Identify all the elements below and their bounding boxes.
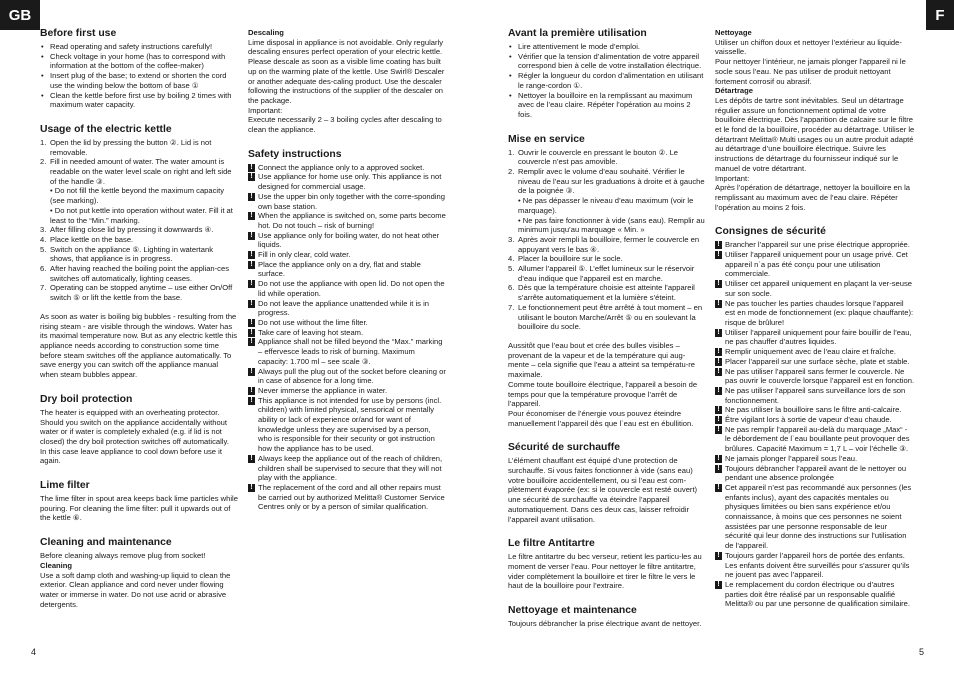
safety-item <box>715 250 915 279</box>
list-item <box>40 157 238 186</box>
safety-item <box>715 386 915 405</box>
bullet-list <box>40 42 238 110</box>
list-item <box>508 167 706 196</box>
warning-icon: ! <box>248 338 255 346</box>
section-heading: Safety instructions <box>248 148 342 160</box>
list-number: 5. <box>40 244 47 254</box>
bullet-list <box>508 42 706 120</box>
section-heading: Dry boil protection <box>40 393 133 405</box>
list-item <box>518 196 706 215</box>
subheading: Détartrage <box>715 86 753 96</box>
safety-text: Do not use without the lime filter. <box>258 317 368 327</box>
list-item <box>508 264 706 283</box>
warning-icon: ! <box>715 552 722 560</box>
safety-text: Fill in only clear, cold water. <box>258 250 351 260</box>
list-item <box>508 147 706 167</box>
safety-text: Connect the appliance only to a approved socket. <box>258 162 425 172</box>
warning-icon: ! <box>248 280 255 288</box>
safety-item <box>715 454 915 464</box>
safety-text: When the appliance is switched on, some parts become hot. Do not touch – risk of burning! <box>258 211 446 230</box>
paragraph: The heater is equipped with an overheating protector. Should you switch on the appliance accidentally without water or if water is completely exhaled (e.g. if lid is not closed) the dry boil protection switches off automatically. <box>40 407 229 446</box>
warning-icon: ! <box>248 455 255 463</box>
paragraph: Use a soft damp cloth and washing-up liquid to clean the exterior. Clean appliance and cord never under flowing water or immerse in water. Do not use acrid or abrasive detergents. <box>40 570 231 609</box>
safety-item <box>715 357 915 367</box>
list-item-text: • Do not put kettle into operation without water. Fill it at least to the “Min.” marking. <box>50 205 233 225</box>
language-tab-gb: GB <box>0 0 40 30</box>
warning-icon: ! <box>715 348 722 356</box>
section-heading: Mise en service <box>508 133 585 145</box>
safety-item <box>715 483 915 551</box>
list-item <box>508 302 706 332</box>
safety-item <box>248 250 446 260</box>
list-item <box>508 254 706 264</box>
safety-item <box>248 260 446 279</box>
safety-item <box>248 211 446 230</box>
subheading: Nettoyage <box>715 28 752 37</box>
warning-icon: ! <box>715 581 722 589</box>
list-item: • Clean the kettle before first use by boiling 2 times with maximum water capacity. <box>50 91 238 110</box>
section-heading: Le filtre Antitartre <box>508 538 595 550</box>
safety-item <box>715 347 915 357</box>
section-heading: Usage of the electric kettle <box>40 123 172 135</box>
warning-icon: ! <box>715 368 722 376</box>
safety-item <box>248 328 446 338</box>
warning-icon: ! <box>248 261 255 269</box>
warning-icon: ! <box>715 465 722 473</box>
list-item-text: Après avoir rempli la bouilloire, fermer le couvercle en appuyant vers le bas ④. <box>518 234 700 254</box>
paragraph: As soon as water is boiling big bubbles - resulting from the rising steam - are visible through the windows. Water has its maximal temperature now. But as any electric kettle this appliance needs according to construction some time before steam switches off the appliance automatically. To save energy you can switch off the appliance manual when steam bubbles appear. <box>40 311 238 380</box>
safety-text: Use appliance only for boiling water, do not heat other liquids. <box>258 230 440 250</box>
safety-text: Utiliser l’appareil uniquement pour faire bouillir de l’eau, ne pas chauffer d’autres liquides. <box>725 327 912 347</box>
safety-text: Remplir uniquement avec de l’eau claire et fraîche. <box>725 347 896 357</box>
paragraph: Aussitôt que l’eau bout et crée des bulles visibles – provenant de la vapeur et de la température qui aug-mente – cela signifie que l’eau a atteint sa températu-re maximale. <box>508 340 695 380</box>
list-item-text: Le fonctionnement peut être arrêté à tout moment – en utilisant le bouton Marche/Arrêt ⑤ ou en soulevant la bouilloire du socle. <box>518 302 703 332</box>
warning-icon: ! <box>248 368 255 376</box>
safety-text: Always pull the plug out of the socket before cleaning or in case of absence for a long time. <box>258 366 446 386</box>
list-item <box>508 283 706 303</box>
numbered-list <box>40 138 238 303</box>
safety-item <box>715 580 915 609</box>
safety-text: Ne jamais plonger l’appareil sous l’eau. <box>725 453 858 463</box>
safety-text: Never immerse the appliance in water. <box>258 385 388 395</box>
section-heading: Before first use <box>40 28 117 39</box>
safety-text: Le remplacement du cordon électrique ou d’autres parties doit être réalisé par un responsable qualifié Melitta® ou par une personne de qualification similaire. <box>725 579 910 609</box>
warning-icon: ! <box>248 193 255 201</box>
safety-item <box>715 299 915 328</box>
list-item: • Nettoyer la bouilloire en la remplissant au maximum avec de l’eau claire. Répéter l’opération au moins 2 fois. <box>518 91 706 120</box>
paragraph: Les dépôts de tartre sont inévitables. Seul un détartrage régulier assure un fonctionnement optimal de votre bouilloire électrique. Dès l’apparition de calcaire sur le filtre et le fond de la bouilloire, procéder au détartrage. Utiliser le détartrant Melitta® Multi usages ou un autre produit adapté au détartrage d’une bouilloire électrique. Suivre les instructions de détartrage du fournisseur indiqué sur le manuel de votre détartrant. <box>715 95 915 173</box>
safety-item <box>248 231 446 250</box>
safety-item <box>715 425 915 454</box>
paragraph: Comme toute bouilloire électrique, l’appareil a besoin de temps pour que la température provoque l’arrêt de l’appareil. <box>508 379 698 409</box>
list-item <box>40 283 238 303</box>
warning-icon: ! <box>715 251 722 259</box>
list-number: 5. <box>508 264 515 274</box>
paragraph: Before cleaning always remove plug from socket! <box>40 551 206 561</box>
paragraph: Utiliser un chiffon doux et nettoyer l’extérieur au liquide-vaisselle. <box>715 37 902 57</box>
list-item-text: After filling close lid by pressing it downwards ④. <box>50 225 214 235</box>
safety-item <box>248 483 446 512</box>
safety-item <box>715 367 915 386</box>
section-heading: Consignes de sécurité <box>715 226 826 238</box>
safety-text: This appliance is not intended for use by persons (incl. children) with limited physical, sensorical or mentally ability or lack of experience or/and for want of knowledge unless they are supervised by a person, who is responsible for their security or got instruction how the appliance has to be used. <box>258 395 442 454</box>
list-number: 1. <box>508 147 515 157</box>
list-item-text: • Ne pas faire fonctionner à vide (sans eau). Remplir au minimum jusqu’au marquage « Min. » <box>518 215 705 235</box>
warning-icon: ! <box>248 319 255 327</box>
warning-icon: ! <box>715 484 722 492</box>
safety-text: Take care of leaving hot steam. <box>258 327 364 337</box>
warning-icon: ! <box>248 300 255 308</box>
section-heading: Cleaning and maintenance <box>40 537 172 549</box>
safety-text: The replacement of the cord and all other repairs must be carried out by authorized Melitta® Customer Service Centres only or by a person of similar qualification. <box>258 482 445 512</box>
paragraph: Lime disposal in appliance is not avoidable. Only regularly descaling ensures perfect operation of your electric kettle. Please descale as soon as a visible lime coating has built up on the warming plate of the kettle. Use Swirl® Descaler or another adequate des-caling product. Use the descaler following the instructions of the supplier of the descaler on the package. <box>248 37 445 105</box>
paragraph: Execute necessarily 2 – 3 boiling cycles after descaling to clean the appliance. <box>248 115 442 135</box>
list-item <box>50 186 238 205</box>
warning-icon: ! <box>248 387 255 395</box>
list-number: 4. <box>508 254 515 264</box>
safety-item <box>248 163 446 173</box>
list-item-text: Placer la bouilloire sur le socle. <box>518 254 623 264</box>
warning-icon: ! <box>715 387 722 395</box>
warning-icon: ! <box>248 164 255 172</box>
safety-item <box>248 367 446 386</box>
paragraph: L’élément chauffant est équipé d’une protection de surchauffe. Si vous faites fonctionner à vide (sans eau) votre bouilloire accidentellement, ou si l’eau est com-plètement évaporée (ex: si le couvercle est resté ouvert) une sécurité de surchauffe va éteindre l’appareil automatiquement. Dans ces deux cas, laisser refroidir l’appareil avant utilisation. <box>508 456 698 524</box>
list-item <box>40 234 238 245</box>
paragraph: In this case leave appliance to cool down before use it again. <box>40 446 222 466</box>
safety-text: Ne pas utiliser l’appareil sans fermer le couvercle. Ne pas ouvrir le couvercle lorsque l’appareil est en fonction. <box>725 366 915 386</box>
safety-text: Do not leave the appliance unattended while it is in progress. <box>258 298 429 318</box>
safety-item <box>248 279 446 298</box>
paragraph: Le filtre antitartre du bec verseur, retient les particu-les au moment de verser l’eau. Pour nettoyer le filtre antitartre, vider complètement la bouilloire et tirer le filtre le vers le haut de la bouilloire pour l’extraire. <box>508 552 702 591</box>
list-number: 2. <box>508 167 515 177</box>
list-item-text: Operating can be stopped anytime – use either On/Off switch ⑤ or lift the kettle from the base. <box>50 283 233 303</box>
paragraph: Après l’opération de détartrage, nettoyer la bouilloire en la remplissant au maximum avec de l’eau claire. Répéter l’opération au moins 2 fois. <box>715 183 911 212</box>
safety-item <box>248 318 446 328</box>
safety-text: Ne pas utiliser la bouilloire sans le filtre anti-calcaire. <box>725 405 902 415</box>
safety-item <box>715 415 915 425</box>
list-item-text: Allumer l’appareil ⑤. L’effet lumineux sur le réservoir d’eau indique que l’appareil est en marche. <box>518 264 695 283</box>
list-item <box>40 264 238 283</box>
safety-item <box>248 337 446 366</box>
safety-text: Always keep the appliance out of the reach of children, children shall be supervised to secure that they will not play with the appliance. <box>258 453 443 483</box>
page-number-right: 5 <box>919 647 925 657</box>
warning-icon: ! <box>715 329 722 337</box>
warning-icon: ! <box>715 426 722 434</box>
safety-text: Ne pas utiliser l’appareil sans surveillance lors de son fonctionnement. <box>725 385 906 405</box>
safety-item <box>248 172 446 191</box>
list-item-text: Switch on the appliance ⑤. Lighting in watertank shows, that appliance is in progress. <box>50 244 213 264</box>
safety-text: Brancher l’appareil sur une prise électrique appropriée. <box>725 240 910 250</box>
safety-item <box>715 551 915 580</box>
safety-text: Ne pas toucher les parties chaudes lorsque l’appareil est en mode de fonctionnement (ex: plaque chauffante): risque de brûlure! <box>725 298 914 327</box>
list-item <box>40 137 238 157</box>
section-heading: Lime filter <box>40 480 90 492</box>
safety-item <box>715 240 915 250</box>
warning-icon: ! <box>248 173 255 181</box>
list-item-text: Ouvrir le couvercle en pressant le bouton ②. Le couvercle n’est pas amovible. <box>518 147 679 167</box>
list-number: 4. <box>40 234 47 244</box>
list-item <box>50 206 238 225</box>
paragraph: Toujours débrancher la prise électrique avant de nettoyer. <box>508 619 702 629</box>
safety-item <box>715 279 915 298</box>
language-tab-f: F <box>926 0 954 30</box>
paragraph: The lime filter in spout area keeps back lime particles while pouring. For cleaning the lime filter: pull it upwards out of the kettle ⑥. <box>40 494 238 523</box>
section-heading: Sécurité de surchauffe <box>508 442 621 454</box>
list-item <box>40 225 238 235</box>
warning-icon: ! <box>715 358 722 366</box>
warning-icon: ! <box>715 416 722 424</box>
page-number-left: 4 <box>31 647 37 657</box>
safety-text: Appliance shall not be filled beyond the “Max.” marking – effervesce leads to risk of burning. Maximum capacity: 1.700 ml – see scale ③. <box>258 337 443 366</box>
safety-text: Utiliser l’appareil uniquement pour un usage privé. Cet appareil n`a pas été conçu pour une utilisation commerciale. <box>725 250 908 279</box>
warning-icon: ! <box>715 455 722 463</box>
list-number: 7. <box>40 283 47 293</box>
list-number: 3. <box>40 225 47 235</box>
warning-icon: ! <box>248 484 255 492</box>
safety-text: Utiliser cet appareil uniquement en plaçant la ver-seuse sur son socle. <box>725 279 912 298</box>
safety-text: Cet appareil n’est pas recommandé aux personnes (les enfants inclus), ayant des capacités mentales ou physiques limitées ou bien sans expérience et/ou connaissance, à moins que ces personnes ne soient assistées par une personne responsable de leur sécurité qui leur donne des instructions sur l’utilisation de l’appareil. <box>725 482 912 551</box>
list-item-text: After having reached the boiling point the applian-ces switches off automatically, lighting ceases. <box>50 264 229 283</box>
safety-text: Toujours garder l’appareil hors de portée des enfants. Les enfants doivent être surveillés pour s’assurer qu’ils ne jouent pas avec l’appareil. <box>725 550 910 580</box>
safety-item <box>248 454 446 483</box>
list-item <box>518 216 706 235</box>
safety-text: Placer l’appareil sur une surface sèche, plate et stable. <box>725 356 910 366</box>
list-item-text: • Ne pas dépasser le niveau d’eau maximum (voir le marquage). <box>518 196 694 215</box>
safety-text: Être vigilant lors à sortie de vapeur d’eau chaude. <box>725 415 892 425</box>
warning-icon: ! <box>248 251 255 259</box>
warning-icon: ! <box>715 280 722 288</box>
list-number: 7. <box>508 302 515 312</box>
safety-item <box>715 328 915 347</box>
warning-icon: ! <box>248 397 255 405</box>
list-number: 3. <box>508 234 515 244</box>
warning-icon: ! <box>248 232 255 240</box>
warning-icon: ! <box>248 329 255 337</box>
list-item-text: Fill in needed amount of water. The water amount is readable on the water level scale on right and left side of the handle ③. <box>50 157 232 186</box>
list-item-text: Dès que la température choisie est atteinte l’appareil s’arrête automatiquement et la lumière s’éteint. <box>518 283 695 303</box>
list-number: 1. <box>40 137 47 147</box>
safety-text: Use appliance for home use only. This appliance is not designed for commercial usage. <box>258 172 442 192</box>
paragraph: Important: <box>715 173 750 183</box>
list-item: • Vérifier que la tension d’alimentation de votre appareil correspond bien à celle de votre installation électrique. <box>518 52 706 71</box>
paragraph: Pour économiser de l’énergie vous pouvez éteindre manuellement l’appareil dès que l`eau est en ébullition. <box>508 408 694 428</box>
list-item-text: Place kettle on the base. <box>50 234 134 244</box>
section-heading: Nettoyage et maintenance <box>508 605 637 617</box>
safety-text: Toujours débrancher l’appareil avant de le nettoyer ou pendant une absence prolongée <box>725 463 907 483</box>
safety-text: Use the upper bin only together with the corre-sponding own base station. <box>258 191 446 211</box>
list-item <box>40 244 238 264</box>
safety-item <box>248 386 446 396</box>
list-item-text: • Do not fill the kettle beyond the maximum capacity (see marking). <box>50 186 225 206</box>
warning-icon: ! <box>715 406 722 414</box>
subheading: Descaling <box>248 28 284 37</box>
column-1 <box>40 28 238 609</box>
list-number: 6. <box>508 283 515 293</box>
safety-item <box>715 464 915 483</box>
safety-text: Place the appliance only on a dry, flat and stable surface. <box>258 259 421 279</box>
numbered-list <box>508 148 706 332</box>
list-item-text: Open the lid by pressing the button ②. Lid is not removable. <box>50 137 212 157</box>
list-item: • Read operating and safety instructions carefully! <box>50 42 238 52</box>
subheading: Cleaning <box>40 560 73 570</box>
list-number: 6. <box>40 264 47 274</box>
paragraph: Pour nettoyer l’intérieur, ne jamais plonger l’appareil ni le socle sous l’eau. Ne pas utiliser de produit nettoyant fortement corrosif ou abrasif. <box>715 57 906 86</box>
list-item: • Régler la longueur du cordon d’alimentation en utilisant le range-cordon ①. <box>518 71 706 90</box>
column-4 <box>715 28 915 609</box>
safety-text: Ne pas remplir l’appareil au-delà du marquage „Max“ - le débordement de l`eau bouillante peut provoquer des brûlures. Capacité Maximum = 1,7 L – voir l’échelle ③. <box>725 424 910 454</box>
list-item: • Check voltage in your home (has to correspond with information at the bottom of the coffee-maker) <box>50 52 238 71</box>
list-item <box>508 234 706 254</box>
safety-text: Do not use the appliance with open lid. Do not open the lid while operation. <box>258 279 445 298</box>
warning-icon: ! <box>248 212 255 220</box>
list-number: 2. <box>40 157 47 167</box>
warning-icon: ! <box>715 300 722 308</box>
list-item-text: Remplir avec le volume d’eau souhaité. Vérifier le niveau de l’eau sur les graduations à droite et à gauche de la poignée ③. <box>518 167 705 196</box>
safety-item <box>248 299 446 318</box>
warning-icon: ! <box>715 241 722 249</box>
list-item: • Insert plug of the base; to extend or shorten the cord use the winding below the bottom of base ① <box>50 71 238 90</box>
safety-item <box>248 396 446 454</box>
safety-item <box>248 192 446 211</box>
safety-item <box>715 405 915 415</box>
column-2 <box>248 28 446 512</box>
section-heading: Avant la première utilisation <box>508 28 647 39</box>
list-item: • Lire attentivement le mode d’emploi. <box>518 42 706 52</box>
column-3 <box>508 28 706 629</box>
paragraph: Important: <box>248 105 283 115</box>
